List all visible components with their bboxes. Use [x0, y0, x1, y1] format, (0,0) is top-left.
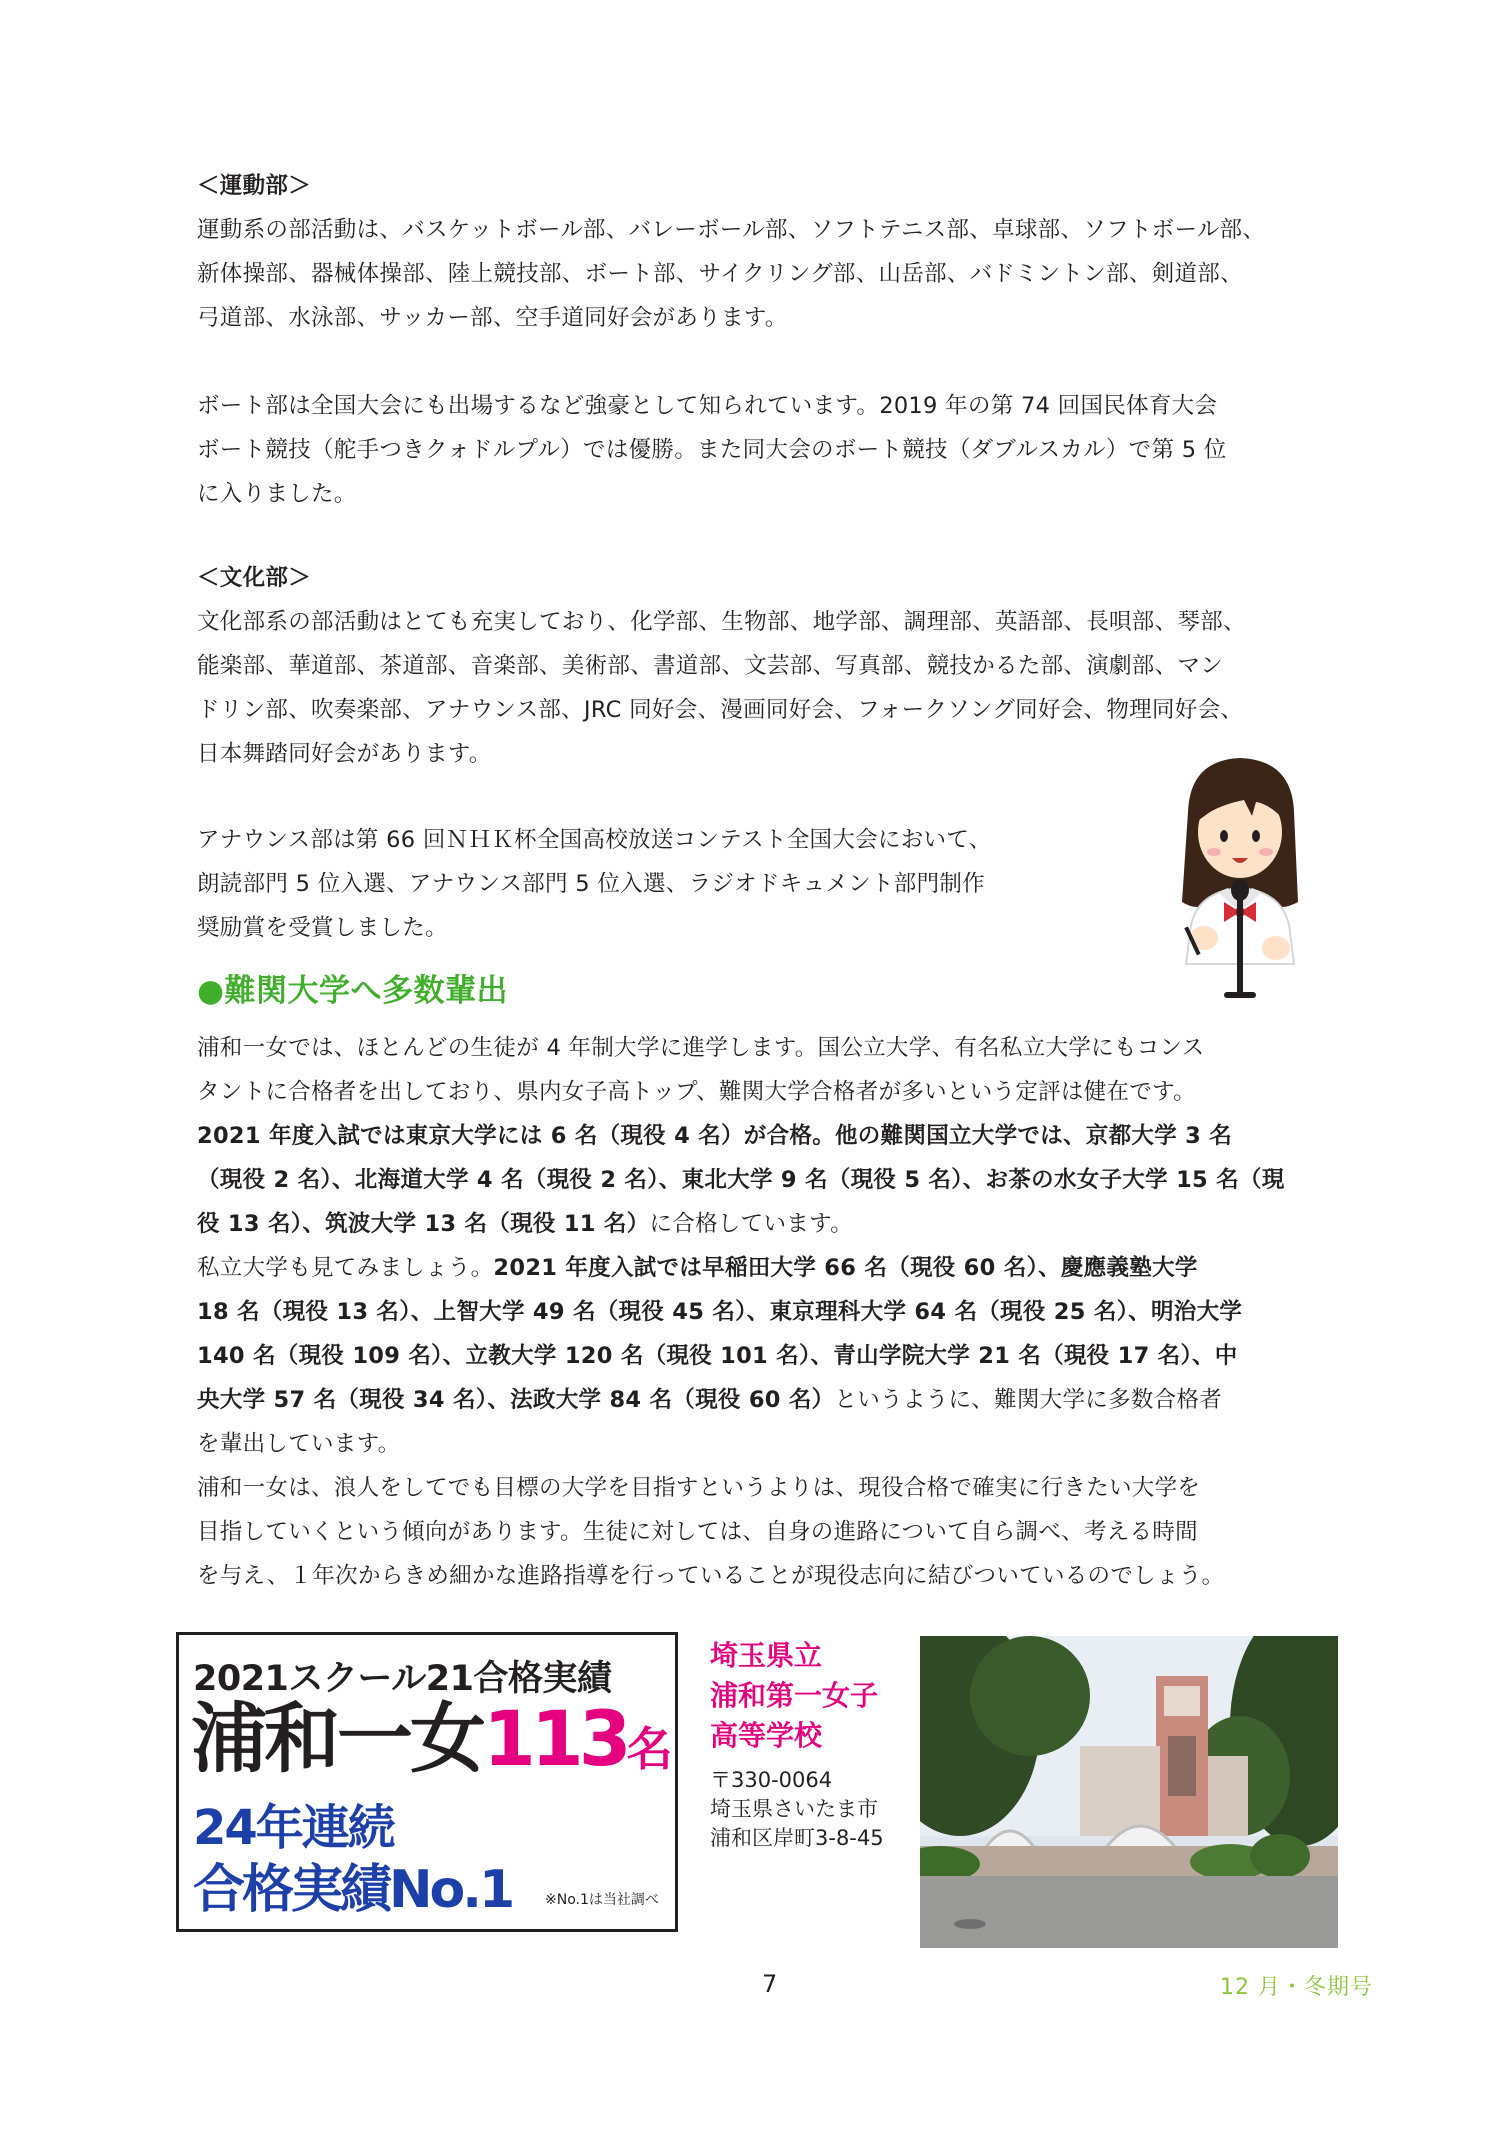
- sports-section: [197, 164, 1347, 340]
- ad-unit: 名: [626, 1722, 673, 1776]
- boat-line: ボート部は全国大会にも出場するなど強豪として知られています。2019 年の第 74 回国民体育大会: [197, 393, 1218, 419]
- culture-section: [197, 556, 1347, 776]
- sports-heading: ＜運動部＞: [197, 173, 312, 199]
- school-name-line: 浦和第一女子: [710, 1679, 879, 1712]
- university-plain-span: というように、難関大学に多数合格者: [834, 1387, 1223, 1413]
- boat-paragraph: [197, 384, 1347, 516]
- ad-consecutive: 24年連続: [193, 1800, 394, 1856]
- university-plain-span: に合格しています。: [649, 1211, 853, 1237]
- university-heading: ●難関大学へ多数輩出: [197, 973, 509, 1009]
- school-name-line: 埼玉県立: [710, 1639, 823, 1672]
- university-line: を与え、１年次からきめ細かな進路指導を行っていることが現役志向に結びついているのでしょう。: [197, 1563, 1225, 1589]
- sports-line: 弓道部、水泳部、サッカー部、空手道同好会があります。: [197, 305, 788, 331]
- university-bold-span: 央大学 57 名（現役 34 名）、法政大学 84 名（現役 60 名）: [197, 1387, 835, 1413]
- university-line: 2021 年度入試では東京大学には 6 名（現役 4 名）が合格。他の難関国立大学では、京都大学 3 名: [197, 1123, 1233, 1149]
- issue-label: 12 月・冬期号: [1220, 1975, 1373, 2000]
- announcer-girl-illustration: [1160, 752, 1320, 1002]
- address-line: 浦和区岸町3-8-45: [710, 1826, 884, 1850]
- university-line: 浦和一女では、ほとんどの生徒が 4 年制大学に進学します。国公立大学、有名私立大学にもコンス: [197, 1035, 1205, 1061]
- school-address: [710, 1766, 884, 1853]
- culture-line: 文化部系の部活動はとても充実しており、化学部、生物部、地学部、調理部、英語部、長唄部、琴部、: [197, 609, 1246, 635]
- ad-title: 2021スクール21合格実績: [193, 1659, 612, 1699]
- boat-line: ボート競技（舵手つきクォドルプル）では優勝。また同大会のボート競技（ダブルスカル）で第 5 位: [197, 437, 1227, 463]
- university-line: タントに合格者を出しており、県内女子高トップ、難関大学合格者が多いという定評は健在です。: [197, 1079, 1196, 1105]
- university-line: [197, 1246, 1347, 1290]
- university-plain-span: 私立大学も見てみましょう。: [197, 1255, 494, 1281]
- university-bold-span: 役 13 名）、筑波大学 13 名（現役 11 名）: [197, 1211, 650, 1237]
- university-line: （現役 2 名）、北海道大学 4 名（現役 2 名）、東北大学 9 名（現役 5 名）、お茶の水女子大学 15 名（現: [197, 1167, 1285, 1193]
- boat-line: に入りました。: [197, 481, 357, 507]
- announce-line: 奨励賞を受賞しました。: [197, 915, 448, 941]
- culture-line: ドリン部、吹奏楽部、アナウンス部、JRC 同好会、漫画同好会、フォークソング同好会、物理同好会、: [197, 697, 1244, 723]
- page-number: 7: [762, 1970, 778, 1998]
- university-line: 浦和一女は、浪人をしてでも目標の大学を目指すというよりは、現役合格で確実に行きたい大学を: [197, 1475, 1201, 1501]
- school-name: [710, 1636, 878, 1756]
- university-bold-span: 2021 年度入試では早稲田大学 66 名（現役 60 名）、慶應義塾大学: [493, 1255, 1198, 1281]
- university-section: [197, 1026, 1347, 1598]
- culture-heading: ＜文化部＞: [197, 565, 312, 591]
- ad-no1: 合格実績No.1: [193, 1860, 513, 1920]
- announce-line: アナウンス部は第 66 回ＮＨＫ杯全国高校放送コンテスト全国大会において、: [197, 827, 992, 853]
- university-line: 目指していくという傾向があります。生徒に対しては、自身の進路について自ら調べ、考える時間: [197, 1519, 1198, 1545]
- ad-count: 113: [483, 1694, 627, 1783]
- sports-line: 新体操部、器械体操部、陸上競技部、ボート部、サイクリング部、山岳部、バドミントン部、剣道部、: [197, 261, 1243, 287]
- announce-line: 朗読部門 5 位入選、アナウンス部門 5 位入選、ラジオドキュメント部門制作: [197, 871, 985, 897]
- university-line: [197, 1202, 1347, 1246]
- ad-note: ※No.1は当社調べ: [545, 1892, 659, 1908]
- university-line: 140 名（現役 109 名）、立教大学 120 名（現役 101 名）、青山学院大学 21 名（現役 17 名）、中: [197, 1343, 1238, 1369]
- school-name-line: 高等学校: [710, 1719, 823, 1752]
- address-line: 〒330-0064: [710, 1768, 833, 1792]
- address-line: 埼玉県さいたま市: [710, 1797, 878, 1821]
- ad-school: 浦和一女: [191, 1694, 483, 1783]
- school-photo: [920, 1636, 1338, 1948]
- sports-line: 運動系の部活動は、バスケットボール部、バレーボール部、ソフトテニス部、卓球部、ソフトボール部、: [197, 217, 1266, 243]
- university-line: [197, 1378, 1347, 1422]
- culture-line: 能楽部、華道部、茶道部、音楽部、美術部、書道部、文芸部、写真部、競技かるた部、演劇部、マン: [197, 653, 1224, 679]
- culture-line: 日本舞踏同好会があります。: [197, 741, 492, 767]
- ad-headline: [191, 1693, 673, 1784]
- announce-paragraph: [197, 818, 1077, 950]
- university-line: 18 名（現役 13 名）、上智大学 49 名（現役 45 名）、東京理科大学 64 名（現役 25 名）、明治大学: [197, 1299, 1243, 1325]
- achievement-ad-box: [176, 1632, 678, 1932]
- university-line: を輩出しています。: [197, 1431, 401, 1457]
